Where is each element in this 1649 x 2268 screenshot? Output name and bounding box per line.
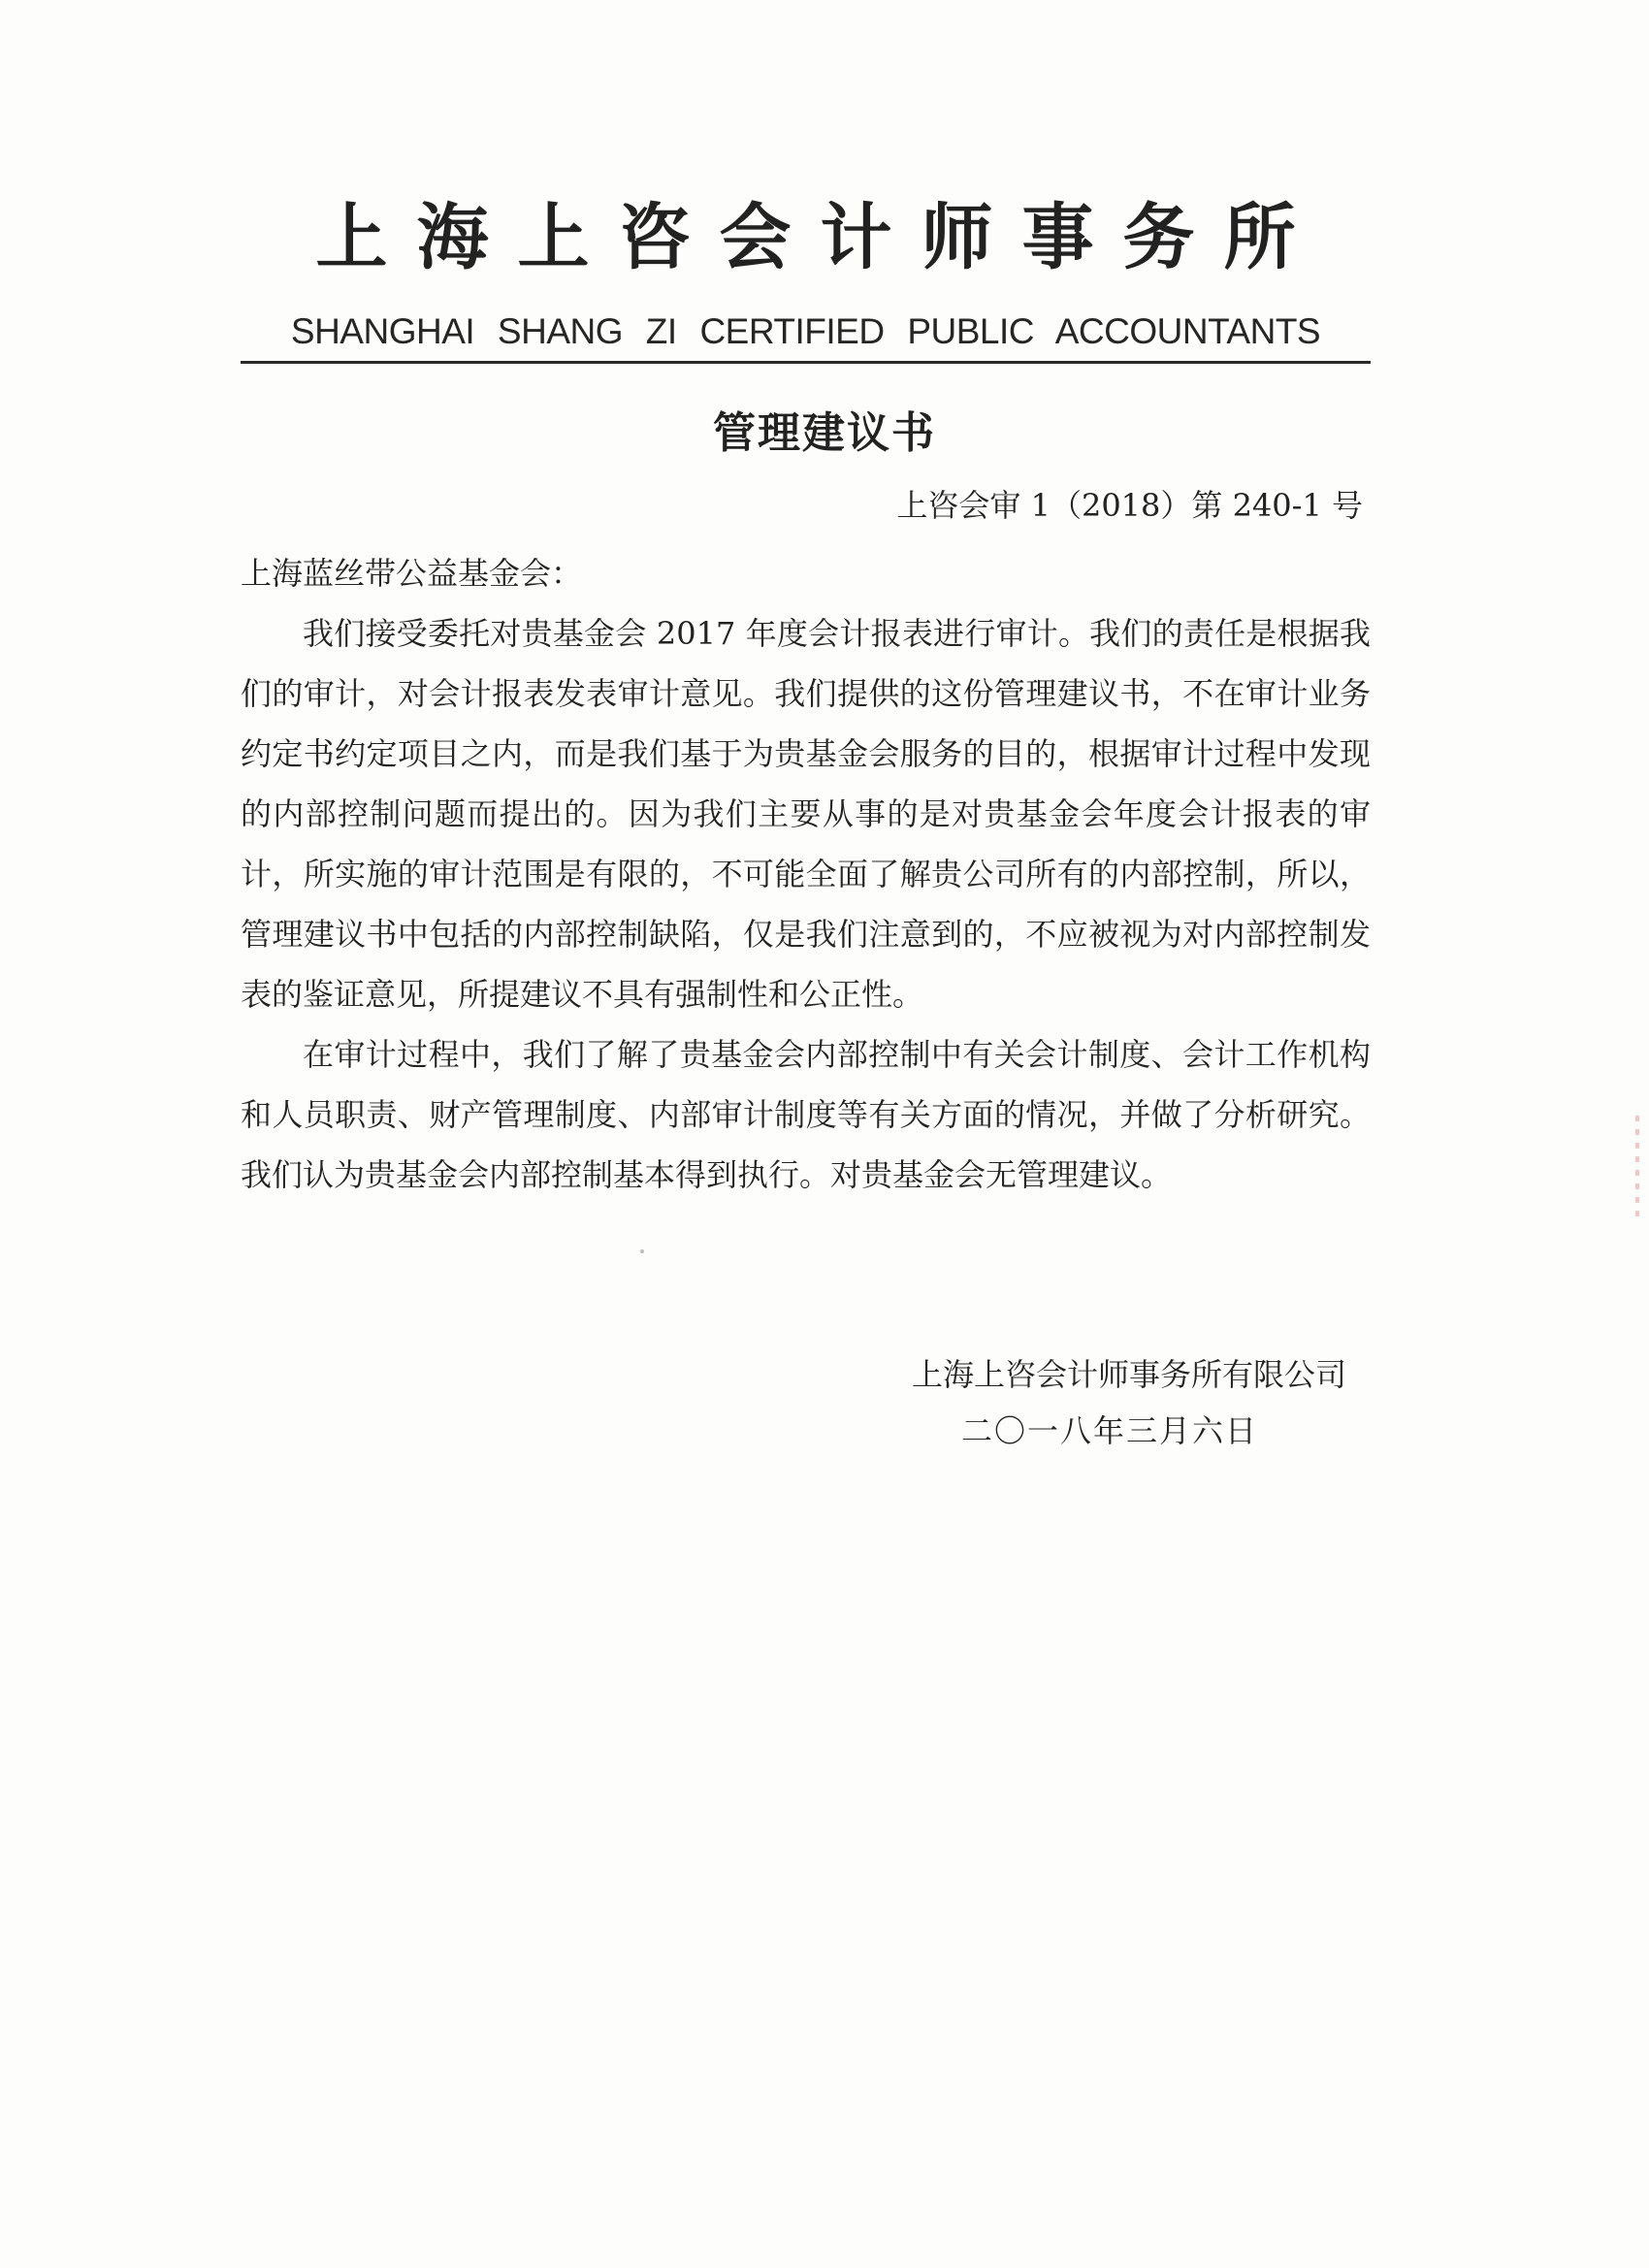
body-paragraph-1: 我们接受委托对贵基金会 2017 年度会计报表进行审计。我们的责任是根据我们的审计，对会计报表发表审计意见。我们提供的这份管理建议书，不在审计业务约定书约定项目之内，而是我们基于为贵基金会服务的目的，根据审计过程中发现的内部控制问题而提出的。因为我们主要从事的是对贵基金会年度会计报表的审计，所实施的审计范围是有限的，不可能全面了解贵公司所有的内部控制，所以，管理建议书中包括的内部控制缺陷，仅是我们注意到的，不应被视为对内部控制发表的鉴证意见，所提建议不具有强制性和公正性。 [241, 615, 1371, 1013]
document-title: 管理建议书 [713, 408, 936, 458]
letterhead-divider [241, 361, 1371, 364]
salutation: 上海蓝丝带公益基金会： [241, 555, 583, 592]
letterhead [241, 184, 1371, 364]
letter-body [241, 543, 1371, 1205]
scan-speck [640, 1249, 644, 1253]
signature-block [912, 1346, 1346, 1459]
signature-date: 二〇一八年三月六日 [960, 1412, 1258, 1449]
firm-name-english: SHANGHAI SHANG ZI CERTIFIED PUBLIC ACCOUNTANTS [290, 311, 1321, 351]
scan-edge-mark [1635, 1116, 1639, 1222]
reference-number: 上咨会审 1（2018）第 240-1 号 [896, 487, 1363, 524]
signature-firm-name: 上海上咨会计师事务所有限公司 [911, 1356, 1346, 1393]
firm-name-chinese: 上海上咨会计师事务所 [315, 196, 1325, 279]
body-paragraph-2: 在审计过程中，我们了解了贵基金会内部控制中有关会计制度、会计工作机构和人员职责、财产管理制度、内部审计制度等有关方面的情况，并做了分析研究。我们认为贵基金会内部控制基本得到执行。对贵基金会无管理建议。 [241, 1036, 1371, 1193]
